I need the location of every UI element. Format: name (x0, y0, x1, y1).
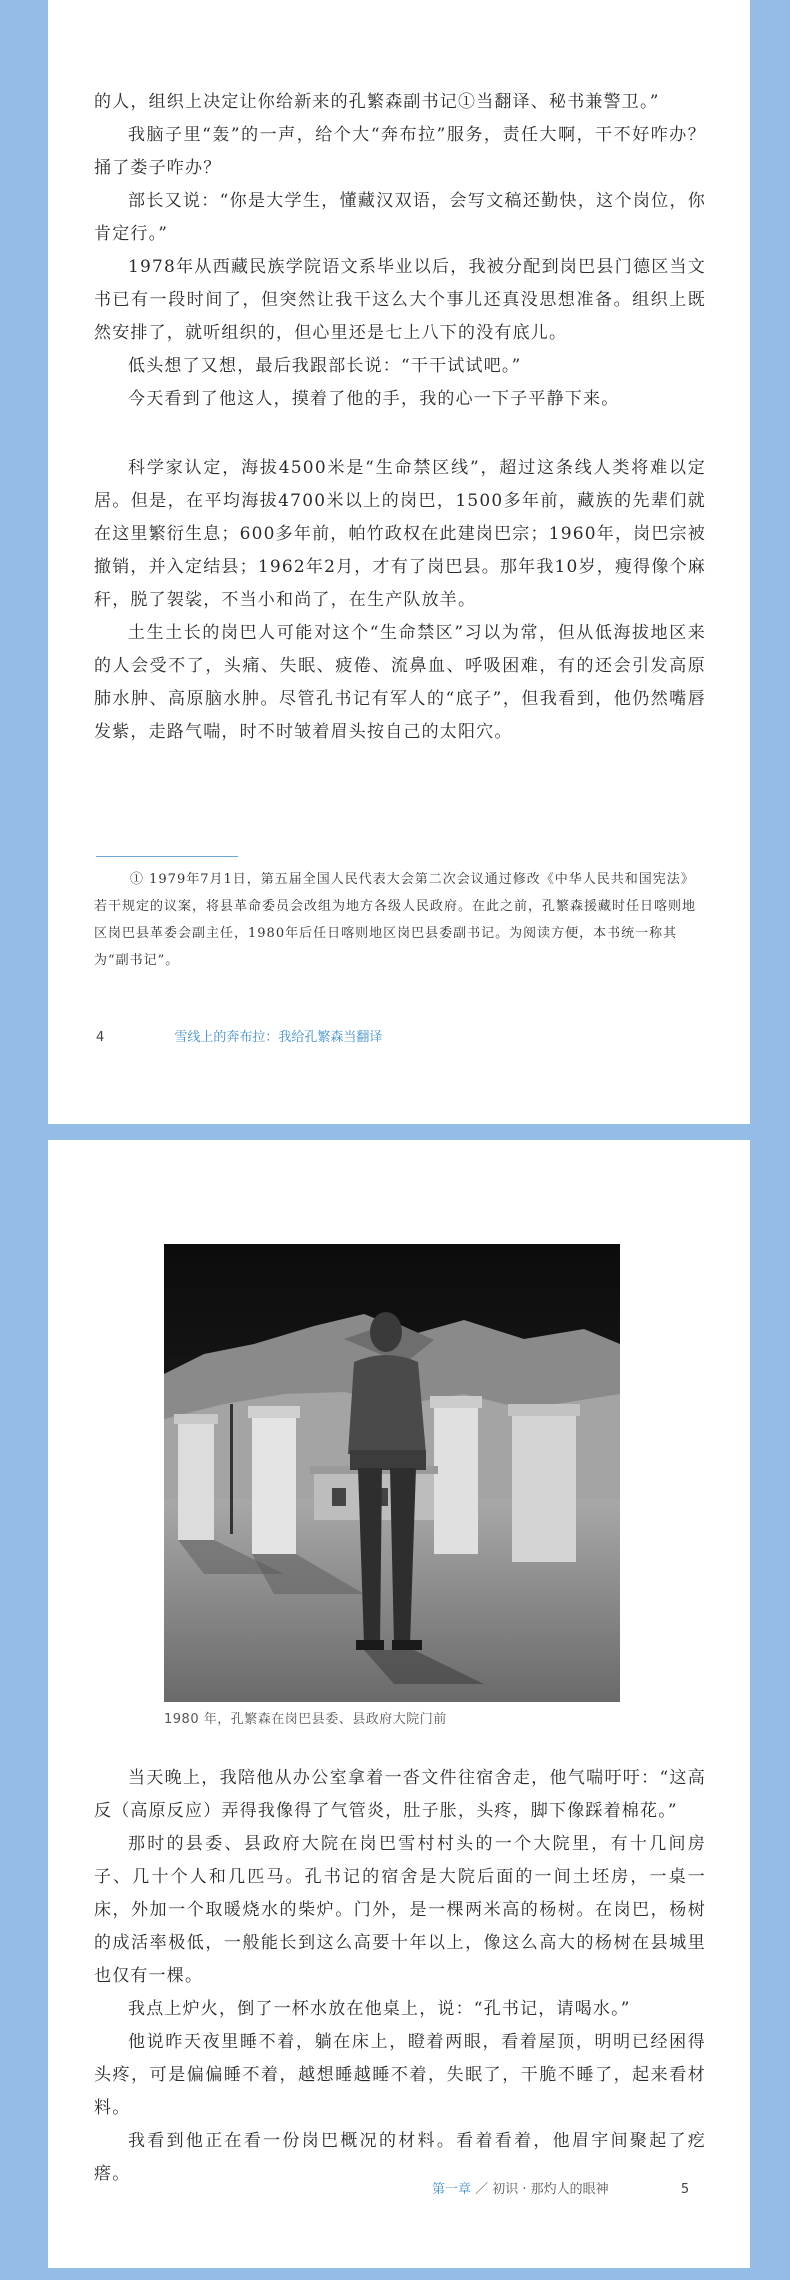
paragraph: 我点上炉火，倒了一杯水放在他桌上，说：“孔书记，请喝水。” (128, 1999, 631, 2019)
book-page-right (48, 1140, 750, 2268)
paragraph: 那时的县委、县政府大院在岗巴雪村村头的一个大院里，有十几间房子、几十个人和几匹马。孔书记的宿舍是大院后面的一间土坯房，一桌一床，外加一个取暖烧水的柴炉。门外，是一棵两米高的杨树。在岗巴，杨树的成活率极低，一般能长到这么高要十年以上，像这么高大的杨树在县城里也仅有一棵。 (94, 1834, 706, 1986)
paragraph: 部长又说：“你是大学生，懂藏汉双语，会写文稿还勤快，这个岗位，你肯定行。” (94, 191, 706, 244)
book-page-left (48, 0, 750, 1124)
historical-photo (164, 1244, 620, 1702)
paragraph: 他说昨天夜里睡不着，躺在床上，瞪着两眼，看着屋顶，明明已经困得头疼，可是偏偏睡不着，越想睡越睡不着，失眠了，干脆不睡了，起来看材料。 (94, 2032, 706, 2118)
body-text (94, 86, 706, 749)
page-footer (96, 1026, 382, 1045)
paragraph: 的人，组织上决定让你给新来的孔繁森副书记①当翻译、秘书兼警卫。” (94, 92, 660, 112)
paragraph: 今天看到了他这人，摸着了他的手，我的心一下子平静下来。 (128, 389, 620, 409)
chapter-label: 第一章 (432, 2182, 472, 2197)
paragraph: 我看到他正在看一份岗巴概况的材料。看着看着，他眉宇间聚起了疙瘩。 (94, 2131, 706, 2184)
page-number: 4 (96, 1030, 105, 1045)
page-number: 5 (680, 2182, 690, 2197)
photo-caption: 1980 年，孔繁森在岗巴县委、县政府大院门前 (164, 1712, 447, 1727)
paragraph: 当天晚上，我陪他从办公室拿着一沓文件往宿舍走，他气喘吁吁：“这高反（高原反应）弄得我像得了气管炎，肚子胀，头疼，脚下像踩着棉花。” (94, 1768, 706, 1821)
chapter-subtitle: ／ 初识 · 那灼人的眼神 (475, 2182, 609, 2197)
paragraph: 1978年从西藏民族学院语文系毕业以后，我被分配到岗巴县门德区当文书已有一段时间了，但突然让我干这么大个事儿还真没思想准备。组织上既然安排了，就听组织的，但心里还是七上八下的没有底儿。 (94, 257, 706, 343)
paragraph: 我脑子里“轰”的一声，给个大“奔布拉”服务，责任大啊，干不好咋办？捅了娄子咋办？ (94, 125, 706, 178)
footnote-rule (96, 856, 238, 857)
paragraph: 土生土长的岗巴人可能对这个“生命禁区”习以为常，但从低海拔地区来的人会受不了，头痛、失眠、疲倦、流鼻血、呼吸困难，有的还会引发高原肺水肿、高原脑水肿。尽管孔书记有军人的“底子”，但我看到，他仍然嘴唇发紫，走路气喘，时不时皱着眉头按自己的太阳穴。 (94, 623, 706, 742)
running-title: 雪线上的奔布拉：我给孔繁森当翻译 (174, 1030, 383, 1045)
body-text (94, 1762, 706, 2191)
section-gap (94, 416, 706, 452)
page-footer (432, 2178, 689, 2197)
paragraph: 低头想了又想，最后我跟部长说：“干干试试吧。” (128, 356, 522, 376)
paragraph: 科学家认定，海拔4500米是“生命禁区线”，超过这条线人类将难以定居。但是，在平均海拔4700米以上的岗巴，1500多年前，藏族的先辈们就在这里繁衍生息；600多年前，帕竹政权在此建岗巴宗；1960年，岗巴宗被撤销，并入定结县；1962年2月，才有了岗巴县。那年我10岁，瘦得像个麻秆，脱了袈裟，不当小和尚了，在生产队放羊。 (94, 458, 706, 610)
footnote: ① 1979年7月1日，第五届全国人民代表大会第二次会议通过修改《中华人民共和国宪法》若干规定的议案，将县革命委员会改组为地方各级人民政府。在此之前，孔繁森援藏时任日喀则地区岗巴县革委会副主任，1980年后任日喀则地区岗巴县委副书记。为阅读方便，本书统一称其为“副书记”。 (94, 872, 697, 968)
